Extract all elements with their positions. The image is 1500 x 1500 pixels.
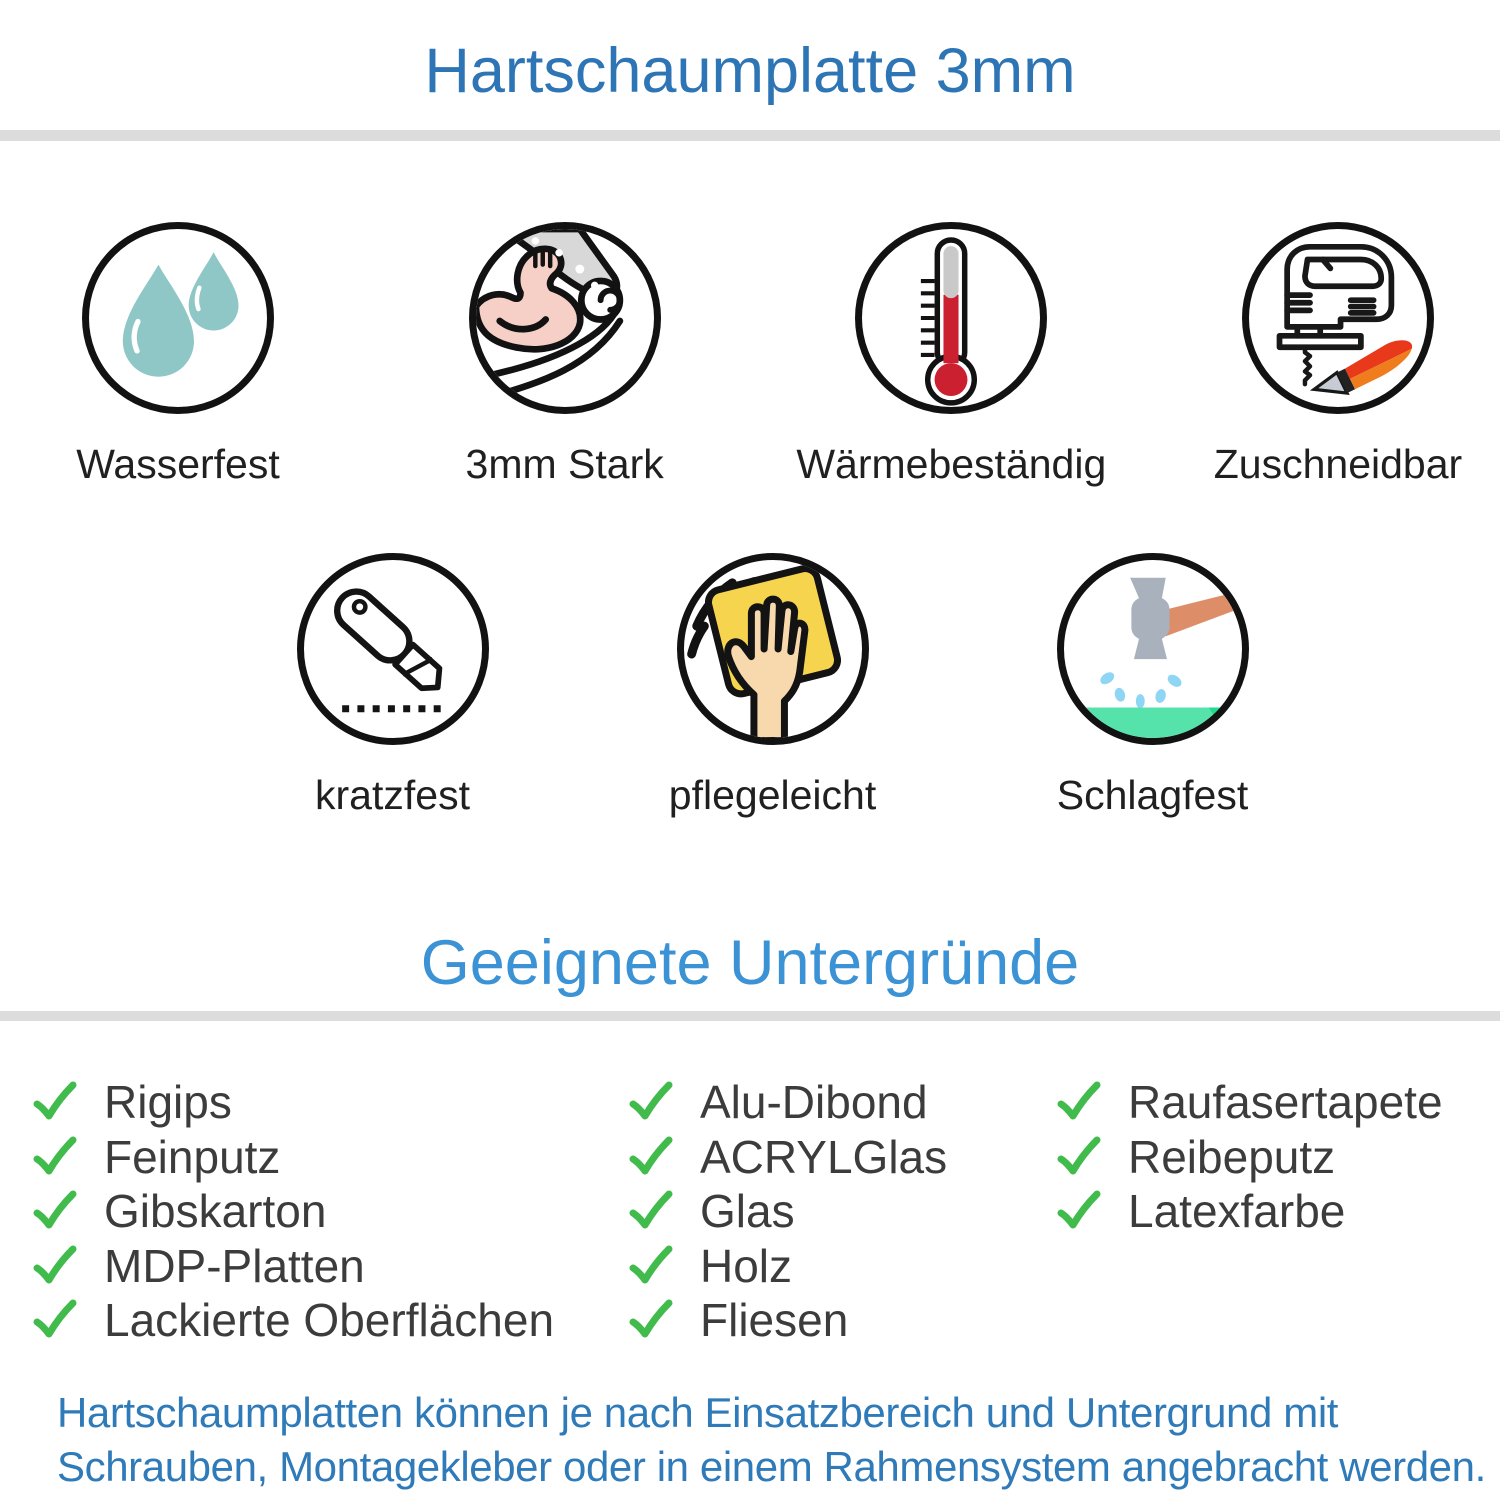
feature-row-2 xyxy=(0,553,1500,819)
checkmark-icon xyxy=(32,1186,78,1232)
muscle-arm-icon xyxy=(469,222,661,414)
checkmark-icon xyxy=(1056,1132,1102,1178)
substrate-label: Glas xyxy=(700,1185,795,1238)
utility-knife-icon xyxy=(297,553,489,745)
feature-label: Wasserfest xyxy=(76,441,280,487)
substrates-column-3 xyxy=(1056,1075,1443,1239)
substrate-label: Rigips xyxy=(104,1076,232,1129)
feature-zuschneidbar xyxy=(1188,222,1488,488)
divider-bar-middle xyxy=(0,1011,1500,1021)
substrate-label: Fliesen xyxy=(700,1294,849,1347)
substrate-item xyxy=(1056,1184,1443,1239)
substrate-label: Reibeputz xyxy=(1128,1130,1336,1183)
substrate-label: Lackierte Oberflächen xyxy=(104,1294,555,1347)
checkmark-icon xyxy=(1056,1077,1102,1123)
substrate-item xyxy=(628,1075,947,1130)
water-drops-icon xyxy=(82,222,274,414)
substrate-item xyxy=(1056,1075,1443,1130)
substrate-label: ACRYLGlas xyxy=(700,1130,948,1183)
substrate-item xyxy=(32,1075,554,1130)
substrate-label: Latexfarbe xyxy=(1128,1185,1346,1238)
checkmark-icon xyxy=(628,1132,674,1178)
checkmark-icon xyxy=(1056,1186,1102,1232)
substrate-label: MDP-Platten xyxy=(104,1239,365,1292)
substrate-item xyxy=(628,1130,947,1185)
checkmark-icon xyxy=(628,1186,674,1232)
hammer-icon xyxy=(1057,553,1249,745)
substrate-item xyxy=(32,1293,554,1348)
feature-wasserfest xyxy=(28,222,328,488)
footer-note xyxy=(57,1386,1486,1494)
substrates-column-2 xyxy=(628,1075,947,1348)
substrate-item xyxy=(628,1239,947,1294)
substrate-label: Feinputz xyxy=(104,1130,281,1183)
checkmark-icon xyxy=(32,1295,78,1341)
divider-bar-top xyxy=(0,130,1500,141)
substrates-column-1 xyxy=(32,1075,554,1348)
substrate-item xyxy=(628,1293,947,1348)
feature-label: Zuschneidbar xyxy=(1213,441,1463,487)
substrate-item xyxy=(32,1239,554,1294)
checkmark-icon xyxy=(628,1295,674,1341)
footer-line-2: Schrauben, Montagekleber oder in einem Rahmensystem angebracht werden. xyxy=(57,1443,1486,1490)
feature-label: 3mm Stark xyxy=(465,441,664,487)
wiping-hand-icon xyxy=(677,553,869,745)
feature-label: Wärmebeständig xyxy=(796,441,1107,487)
substrate-item xyxy=(628,1184,947,1239)
substrate-label: Holz xyxy=(700,1239,793,1292)
footer-line-1: Hartschaumplatten können je nach Einsatzbereich und Untergrund mit xyxy=(57,1389,1339,1436)
substrate-label: Gibskarton xyxy=(104,1185,327,1238)
feature-schlagfest xyxy=(963,553,1343,819)
feature-label: Schlagfest xyxy=(1056,772,1249,818)
feature-label: kratzfest xyxy=(315,772,470,818)
substrate-item xyxy=(32,1130,554,1185)
checkmark-icon xyxy=(628,1077,674,1123)
substrate-label: Raufasertapete xyxy=(1128,1076,1443,1129)
checkmark-icon xyxy=(628,1241,674,1287)
checkmark-icon xyxy=(32,1241,78,1287)
feature-label: pflegeleicht xyxy=(668,772,877,818)
feature-pflegeleicht xyxy=(583,553,963,819)
feature-waermebestaendig xyxy=(796,222,1107,488)
feature-3mm-stark xyxy=(415,222,715,488)
feature-kratzfest xyxy=(203,553,583,819)
feature-row-1 xyxy=(0,222,1500,488)
substrate-item xyxy=(32,1184,554,1239)
page-title: Hartschaumplatte 3mm xyxy=(424,36,1076,106)
substrate-label: Alu-Dibond xyxy=(700,1076,928,1129)
jigsaw-cutter-icon xyxy=(1242,222,1434,414)
checkmark-icon xyxy=(32,1132,78,1178)
thermometer-icon xyxy=(855,222,1047,414)
checkmark-icon xyxy=(32,1077,78,1123)
section-title: Geeignete Untergründe xyxy=(420,928,1080,998)
substrate-item xyxy=(1056,1130,1443,1185)
